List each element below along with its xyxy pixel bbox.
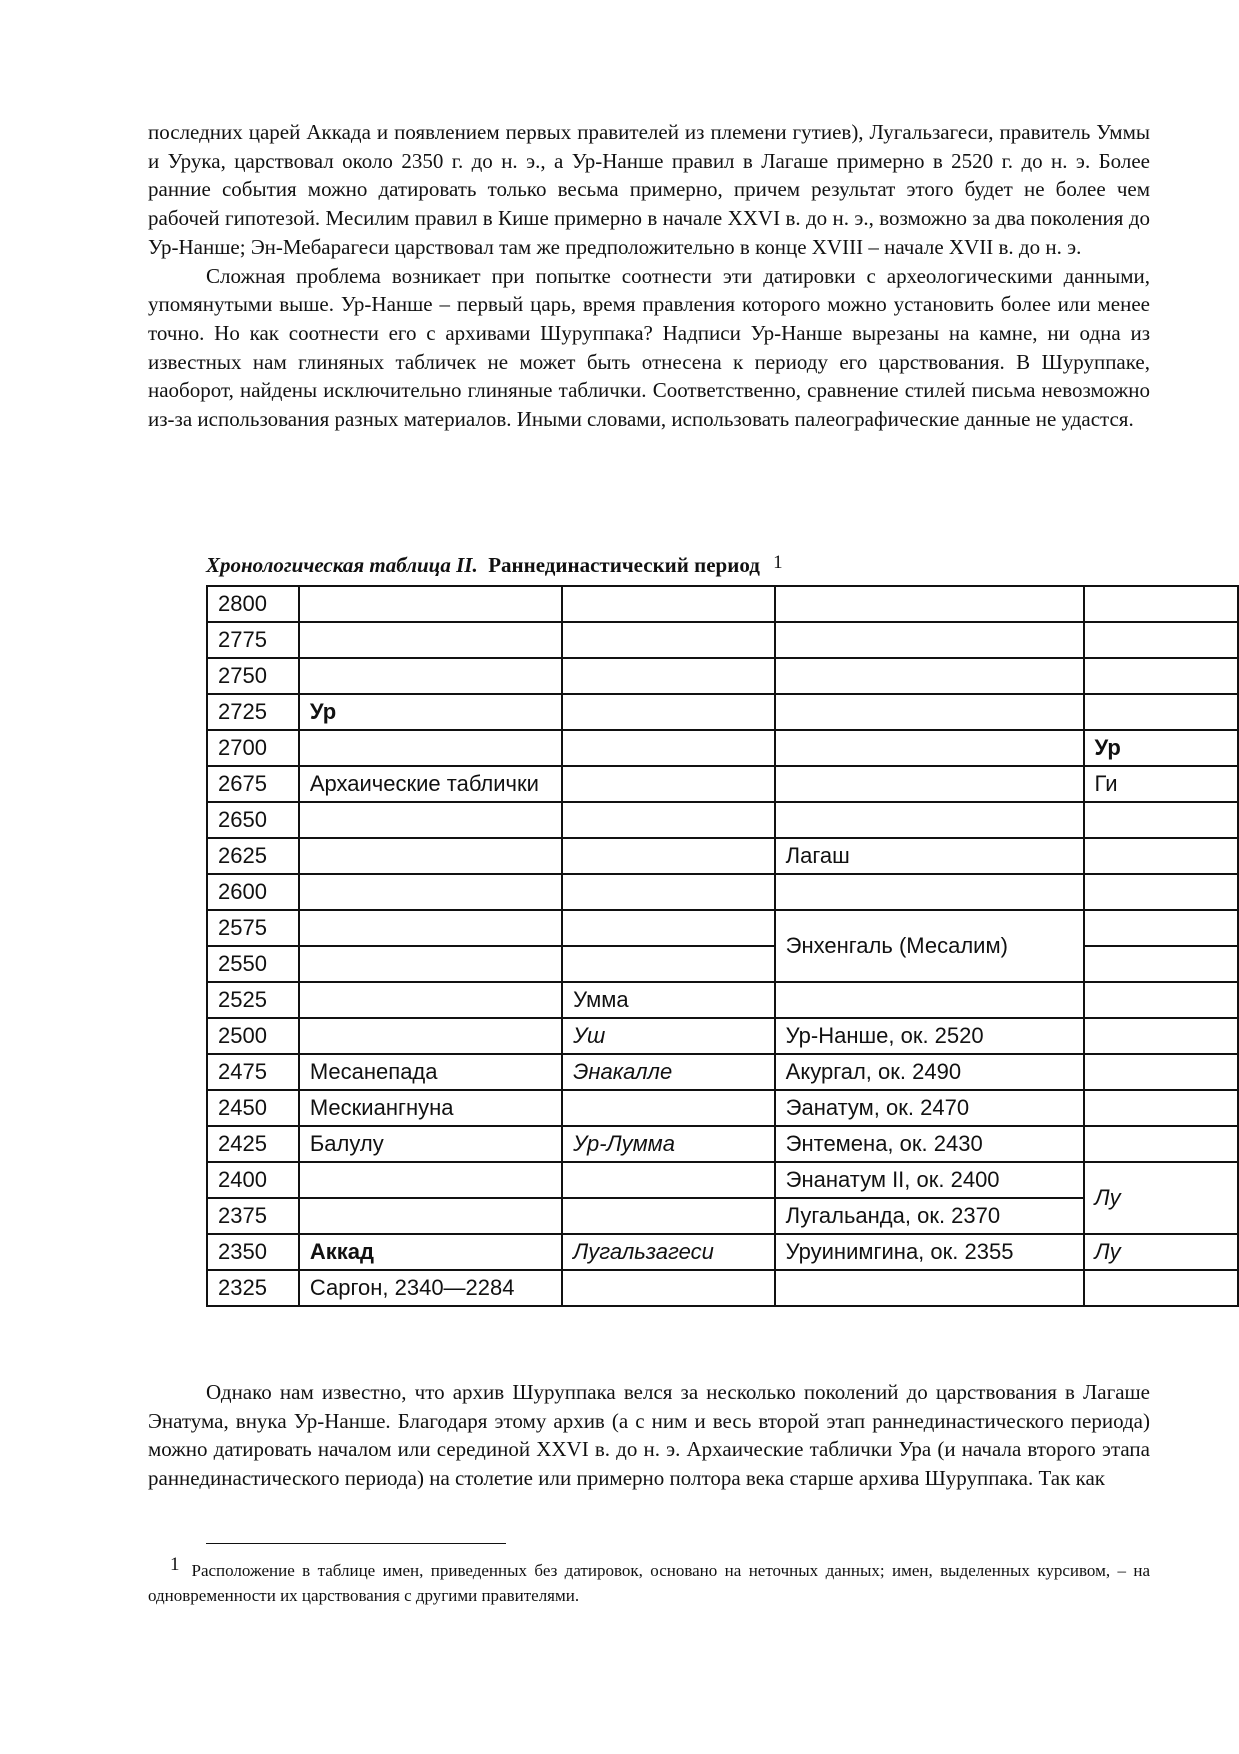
umma-column-cell	[562, 730, 775, 766]
table-row	[207, 802, 1238, 838]
umma-column-cell	[562, 1270, 775, 1306]
footnote-divider	[206, 1543, 506, 1544]
ur-column-cell: Ур	[299, 694, 562, 730]
ur-column-cell	[299, 946, 562, 982]
year-cell: 2350	[207, 1234, 299, 1270]
lagash-column-cell	[775, 730, 1084, 766]
cut-column-cell	[1084, 1018, 1238, 1054]
ur-column-cell	[299, 982, 562, 1018]
footnote	[148, 1554, 1150, 1608]
table-caption	[206, 553, 783, 578]
ur-column-cell	[299, 730, 562, 766]
footnote-mark: 1	[170, 1554, 180, 1575]
table-caption-title: Раннединастический период	[488, 553, 760, 577]
table-row	[207, 658, 1238, 694]
table-row	[207, 874, 1238, 910]
cut-column-cell	[1084, 1054, 1238, 1090]
umma-column-cell: Энакалле	[562, 1054, 775, 1090]
lagash-column-cell	[775, 694, 1084, 730]
lagash-column-cell: Лагаш	[775, 838, 1084, 874]
year-cell: 2625	[207, 838, 299, 874]
umma-column-cell	[562, 586, 775, 622]
table-row	[207, 730, 1238, 766]
lagash-column-cell: Лугальанда, ок. 2370	[775, 1198, 1084, 1234]
ur-column-cell: Мескиангнуна	[299, 1090, 562, 1126]
year-cell: 2550	[207, 946, 299, 982]
cut-column-cell	[1084, 910, 1238, 946]
year-cell: 2400	[207, 1162, 299, 1198]
year-cell: 2575	[207, 910, 299, 946]
year-cell: 2475	[207, 1054, 299, 1090]
table-row	[207, 1198, 1238, 1234]
paragraph-2: Сложная проблема возникает при попытке соотнести эти датировки с археологическими данными, упомянутыми выше. Ур-Нанше – первый царь, время правления которого можно установить более или менее точно. Но как соотнести его с архивами Шуруппака? Надписи Ур-Нанше вырезаны на камне, ни одна из известных нам глиняных табличек не может быть отнесена к периоду его царствования. В Шуруппаке, наоборот, найдены исключительно глиняные таблички. Соответственно, сравнение стилей письма невозможно из-за использования разных материалов. Иными словами, использовать палеографические данные не удастся.	[148, 263, 1150, 432]
table-row	[207, 622, 1238, 658]
lagash-column-cell	[775, 802, 1084, 838]
cut-column-cell	[1084, 874, 1238, 910]
table-row	[207, 1126, 1238, 1162]
umma-column-cell	[562, 1162, 775, 1198]
year-cell: 2500	[207, 1018, 299, 1054]
lagash-column-cell	[775, 1270, 1084, 1306]
year-cell: 2675	[207, 766, 299, 802]
table-row	[207, 910, 1238, 946]
cut-column-cell	[1084, 1126, 1238, 1162]
table-row	[207, 1162, 1238, 1198]
table-row	[207, 1090, 1238, 1126]
table-row	[207, 694, 1238, 730]
year-cell: 2650	[207, 802, 299, 838]
table-row	[207, 1054, 1238, 1090]
year-cell: 2525	[207, 982, 299, 1018]
year-cell: 2800	[207, 586, 299, 622]
paragraph-3: Однако нам известно, что архив Шуруппака велся за несколько поколений до царствования в Лагаше Энатума, внука Ур-Нанше. Благодаря этому архив (а с ним и весь второй этап раннединастического периода) можно датировать началом или серединой XXVI в. до н. э. Архаические таблички Ура (и начала второго этапа раннединастического периода) на столетие или примерно полтора века старше архива Шуруппака. Так как	[148, 1380, 1150, 1491]
table-row	[207, 766, 1238, 802]
lagash-column-cell: Энтемена, ок. 2430	[775, 1126, 1084, 1162]
year-cell: 2425	[207, 1126, 299, 1162]
table-caption-italic: Хронологическая таблица II.	[206, 553, 478, 577]
ur-column-cell	[299, 658, 562, 694]
cut-column-cell	[1084, 586, 1238, 622]
year-cell: 2375	[207, 1198, 299, 1234]
umma-column-cell	[562, 1090, 775, 1126]
ur-column-cell	[299, 802, 562, 838]
ur-column-cell: Архаические таблички	[299, 766, 562, 802]
ur-column-cell	[299, 622, 562, 658]
cut-column-cell	[1084, 622, 1238, 658]
ur-column-cell	[299, 910, 562, 946]
year-cell: 2600	[207, 874, 299, 910]
ur-column-cell	[299, 1162, 562, 1198]
umma-column-cell	[562, 874, 775, 910]
top-text-block	[148, 118, 1150, 434]
lagash-column-cell: Ур-Нанше, ок. 2520	[775, 1018, 1084, 1054]
umma-column-cell	[562, 622, 775, 658]
umma-column-cell: Ур-Лумма	[562, 1126, 775, 1162]
cut-column-cell	[1084, 946, 1238, 982]
paragraph-1: последних царей Аккада и появлением первых правителей из племени гутиев), Лугальзагеси, правитель Уммы и Урука, царствовал около 2350 г. до н. э., а Ур-Нанше правил в Лагаше примерно в 2520 г. до н. э. Более ранние события можно датировать только весьма примерно, причем результат этого будет не более чем рабочей гипотезой. Месилим правил в Кише примерно в начале XXVI в. до н. э., возможно за два поколения до Ур-Нанше; Эн-Мебарагеси царствовал там же предположительно в конце XVIII – начале XVII в. до н. э.	[148, 120, 1150, 259]
cut-column-cell: Лу	[1084, 1234, 1238, 1270]
cut-column-cell	[1084, 1270, 1238, 1306]
lagash-column-cell: Акургал, ок. 2490	[775, 1054, 1084, 1090]
ur-column-cell: Месанепада	[299, 1054, 562, 1090]
table-row	[207, 946, 1238, 982]
cut-column-cell: Ги	[1084, 766, 1238, 802]
lagash-column-cell	[775, 658, 1084, 694]
umma-column-cell	[562, 1198, 775, 1234]
table-row	[207, 586, 1238, 622]
cut-column-cell	[1084, 982, 1238, 1018]
cut-column-cell	[1084, 658, 1238, 694]
year-cell: 2700	[207, 730, 299, 766]
lagash-column-cell: Энанатум II, ок. 2400	[775, 1162, 1084, 1198]
cut-column-cell	[1084, 802, 1238, 838]
ur-column-cell: Саргон, 2340—2284	[299, 1270, 562, 1306]
cut-column-cell	[1084, 838, 1238, 874]
ur-column-cell	[299, 586, 562, 622]
ur-column-cell: Балулу	[299, 1126, 562, 1162]
umma-column-cell	[562, 766, 775, 802]
lagash-column-cell: Энхенгаль (Месалим)	[775, 910, 1084, 982]
lagash-column-cell	[775, 766, 1084, 802]
lagash-column-cell	[775, 586, 1084, 622]
ur-column-cell: Аккад	[299, 1234, 562, 1270]
umma-column-cell: Лугальзагеси	[562, 1234, 775, 1270]
umma-column-cell	[562, 838, 775, 874]
year-cell: 2450	[207, 1090, 299, 1126]
chronology-table	[206, 585, 1239, 1307]
umma-column-cell	[562, 658, 775, 694]
umma-column-cell: Уш	[562, 1018, 775, 1054]
table-row	[207, 1018, 1238, 1054]
cut-column-cell: Ур	[1084, 730, 1238, 766]
ur-column-cell	[299, 838, 562, 874]
cut-column-cell	[1084, 1090, 1238, 1126]
ur-column-cell	[299, 874, 562, 910]
umma-column-cell: Умма	[562, 982, 775, 1018]
table-row	[207, 1270, 1238, 1306]
umma-column-cell	[562, 910, 775, 946]
lagash-column-cell	[775, 874, 1084, 910]
umma-column-cell	[562, 946, 775, 982]
lagash-column-cell: Эанатум, ок. 2470	[775, 1090, 1084, 1126]
table-row	[207, 982, 1238, 1018]
lagash-column-cell	[775, 622, 1084, 658]
year-cell: 2750	[207, 658, 299, 694]
umma-column-cell	[562, 694, 775, 730]
lagash-column-cell	[775, 982, 1084, 1018]
footnote-text: Расположение в таблице имен, приведенных без датировок, основано на неточных данных; имен, выделенных курсивом, – на одновременности их царствования с другими правителями.	[148, 1561, 1150, 1605]
table-row	[207, 1234, 1238, 1270]
lagash-column-cell: Уруинимгина, ок. 2355	[775, 1234, 1084, 1270]
cut-column-cell	[1084, 694, 1238, 730]
cut-column-cell: Лу	[1084, 1162, 1238, 1234]
table-caption-footnote-mark: 1	[773, 552, 783, 573]
bottom-text-block	[148, 1378, 1150, 1493]
table-row	[207, 838, 1238, 874]
ur-column-cell	[299, 1198, 562, 1234]
year-cell: 2725	[207, 694, 299, 730]
umma-column-cell	[562, 802, 775, 838]
ur-column-cell	[299, 1018, 562, 1054]
year-cell: 2325	[207, 1270, 299, 1306]
year-cell: 2775	[207, 622, 299, 658]
